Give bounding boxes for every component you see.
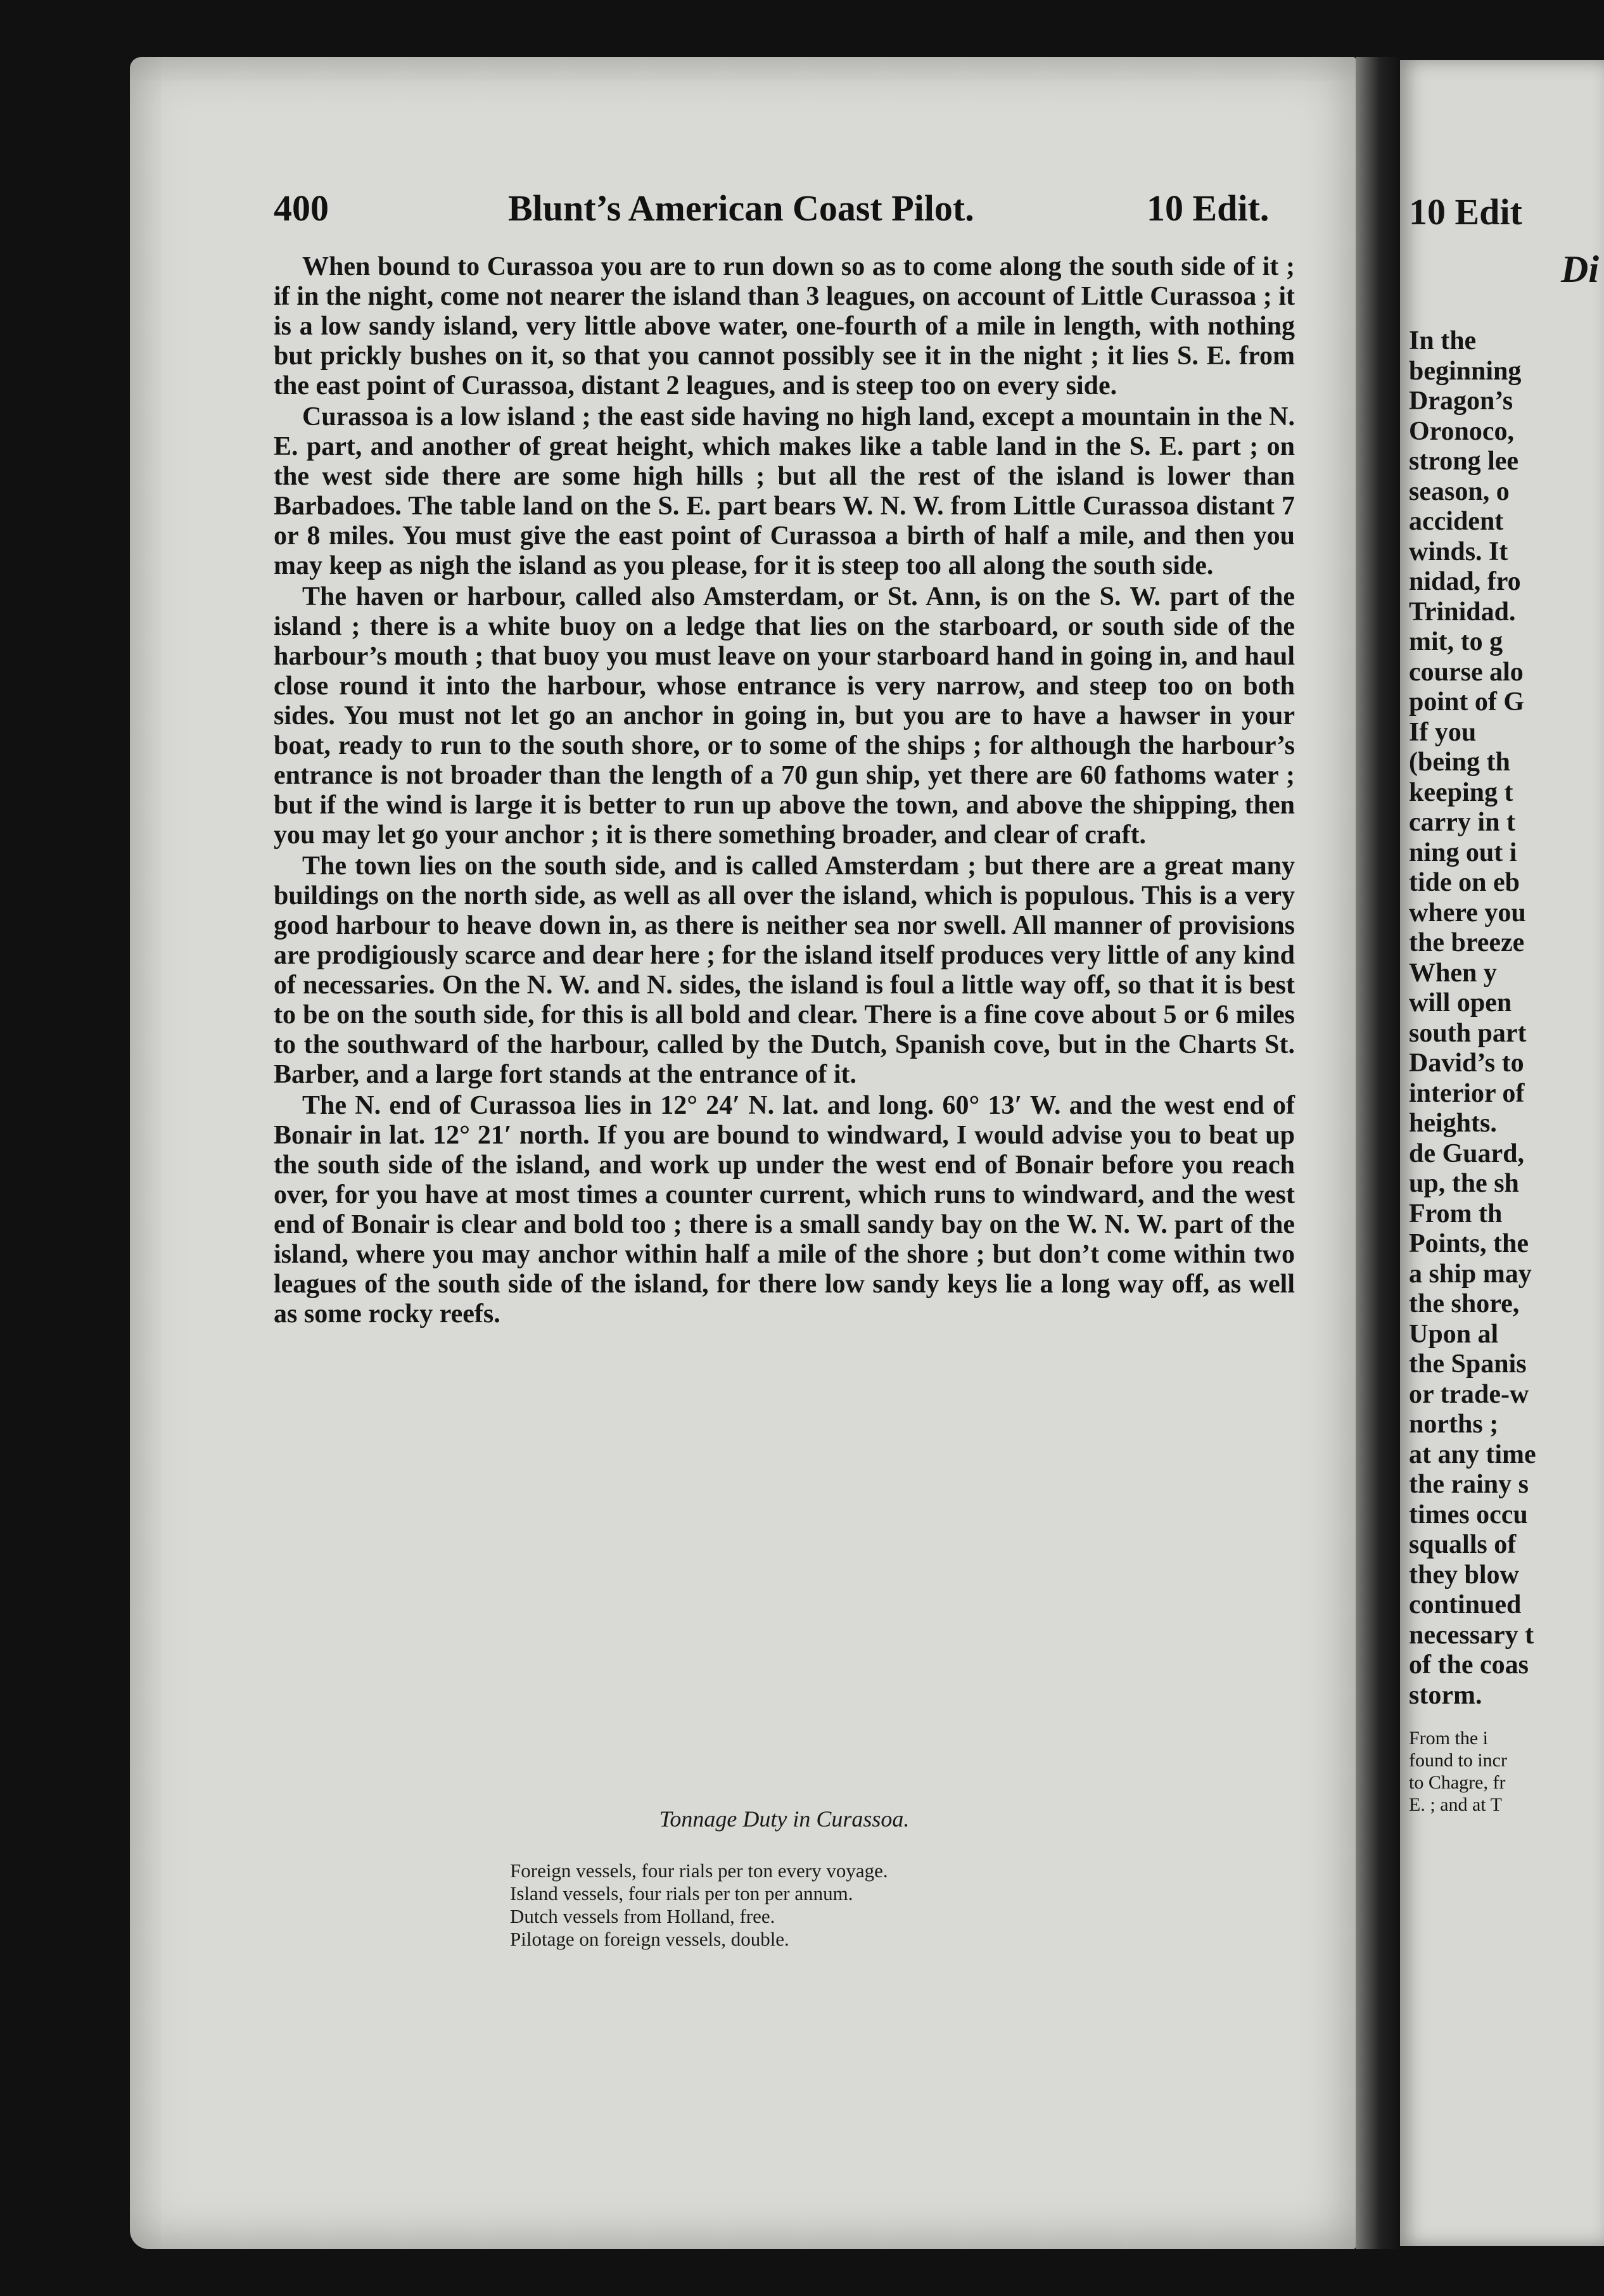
tonnage-item: Foreign vessels, four rials per ton every voyage.	[510, 1859, 888, 1882]
text-line: In the	[1409, 326, 1477, 355]
text-line: the rainy s	[1409, 1470, 1529, 1499]
text-line: at any time	[1409, 1439, 1536, 1469]
text-line: (being th	[1409, 748, 1510, 777]
edition-label: 10 Edit.	[1147, 188, 1270, 229]
right-page-text	[1409, 187, 1604, 1816]
text-line: the breeze	[1409, 928, 1525, 957]
text-line: a ship may	[1409, 1259, 1532, 1289]
text-line: Upon al	[1409, 1319, 1499, 1349]
text-line: the Spanis	[1409, 1349, 1527, 1379]
footnote-line: to Chagre, fr	[1409, 1772, 1506, 1793]
text-line: interior of	[1409, 1078, 1525, 1108]
footnote-line: From the i	[1409, 1728, 1488, 1749]
text-line: they blow	[1409, 1560, 1519, 1590]
paragraph: Curassoa is a low island ; the east side having no high land, except a mountain in the N. E. part, and another of great height, which makes like a table land in the S. E. part ; on the west side there are some high hills ; but all the rest of the island is lower than Barbadoes. The table land on the S. E. part bears W. N. W. from Little Curassoa distant 7 or 8 miles. You must give the east point of Curassoa a birth of half a mile, and then you may keep as nigh the island as you please, for it is steep too all along the south side.	[274, 402, 1295, 580]
text-line: strong lee	[1409, 447, 1519, 476]
paragraph: The town lies on the south side, and is called Amsterdam ; but there are a great many buildings on the north side, as well as all over the island, which is populous. This is a very good harbour to heave down in, as there is neither sea nor swell. All manner of provisions are prodigiously scarce and dear here ; for the island itself produces very little of any kind of necessaries. On the N. W. and N. sides, the island is foul a little way off, so that it is best to be on the south side, for this is all bold and clear. There is a fine cove about 5 or 6 miles to the southward of the harbour, called by the Dutch, Spanish cove, but in the Charts St. Barber, and a large fort stands at the entrance of it.	[274, 851, 1295, 1089]
footnote-line: found to incr	[1409, 1750, 1507, 1771]
text-line: Dragon’s	[1409, 386, 1513, 416]
tonnage-item: Pilotage on foreign vessels, double.	[510, 1928, 789, 1950]
text-line: accident	[1409, 507, 1504, 536]
tonnage-heading: Tonnage Duty in Curassoa.	[659, 1806, 910, 1832]
page-number: 400	[274, 188, 329, 229]
text-line: keeping t	[1409, 777, 1513, 807]
text-line: squalls of	[1409, 1530, 1517, 1559]
text-line: mit, to g	[1409, 627, 1503, 656]
text-line: or trade-w	[1409, 1379, 1529, 1409]
right-page-subheading: Di	[1561, 248, 1599, 290]
text-line: nidad, fro	[1409, 567, 1521, 596]
text-line: of the coas	[1409, 1650, 1529, 1680]
text-line: Trinidad.	[1409, 597, 1516, 627]
footnote-line: E. ; and at T	[1409, 1794, 1502, 1815]
text-line: de Guard,	[1409, 1138, 1525, 1168]
text-line: When y	[1409, 958, 1497, 988]
text-line: Points, the	[1409, 1229, 1529, 1258]
text-line: the shore,	[1409, 1289, 1520, 1318]
text-line: point of G	[1409, 687, 1525, 717]
text-line: continued	[1409, 1590, 1522, 1619]
text-line: times occu	[1409, 1500, 1528, 1529]
text-line: storm.	[1409, 1680, 1482, 1710]
text-line: south part	[1409, 1018, 1527, 1048]
text-line: If you	[1409, 717, 1477, 747]
page-header	[274, 187, 1281, 241]
tonnage-item: Island vessels, four rials per ton per annum.	[510, 1882, 853, 1904]
paragraph: When bound to Curassoa you are to run down so as to come along the south side of it ; if in the night, come not nearer the island than 3 leagues, on account of Little Curassoa ; it is a low sandy island, very little above water, one-fourth of a mile in length, with nothing but prickly bushes on it, so that you cannot possibly see it in the night ; it lies S. E. from the east point of Curassoa, distant 2 leagues, and is steep too on every side.	[274, 252, 1295, 400]
text-line: necessary t	[1409, 1620, 1534, 1650]
text-line: season, o	[1409, 476, 1510, 506]
paragraph: The N. end of Curassoa lies in 12° 24′ N. lat. and long. 60° 13′ W. and the west end of Bonair in lat. 12° 21′ north. If you are bound to windward, I would advise you to beat up the south side of the island, and work up under the west end of Bonair before you reach over, for you have at most times a counter current, which runs to windward, and the west end of Bonair is clear and bold too ; there is a small sandy bay on the W. N. W. part of the island, where you may anchor within half a mile of the shore ; but don’t come within two leagues of the south side of the island, for there low sandy keys lie a long way off, as well as some rocky reefs.	[274, 1091, 1295, 1329]
text-line: course alo	[1409, 657, 1524, 687]
right-page-footnote	[1409, 1727, 1604, 1816]
text-line: David’s to	[1409, 1049, 1524, 1078]
tonnage-item: Dutch vessels from Holland, free.	[510, 1905, 775, 1927]
body-text	[274, 252, 1295, 1329]
running-title: Blunt’s American Coast Pilot.	[508, 188, 974, 229]
right-page-fragment	[1400, 60, 1604, 2246]
text-line: beginning	[1409, 356, 1522, 386]
right-page-lines	[1409, 326, 1604, 1711]
text-line: norths ;	[1409, 1410, 1499, 1439]
text-line: winds. It	[1409, 537, 1508, 566]
text-line: Oronoco,	[1409, 416, 1515, 446]
paragraph: The haven or harbour, called also Amsterdam, or St. Ann, is on the S. W. part of the island ; there is a white buoy on a ledge that lies on the starboard, or south side of the harbour’s mouth ; that buoy you must leave on your starboard hand in going in, and haul close round it into the harbour, whose entrance is very narrow, and steep too on both sides. You must not let go an anchor in going in, but you are to have a hawser in your boat, ready to run to the south shore, or to some of the ships ; for although the harbour’s entrance is not broader than the length of a 70 gun ship, yet there are 60 fathoms water ; but if the wind is large it is better to run up above the town, and above the shipping, then you may let go your anchor ; it is there something broader, and clear of craft.	[274, 582, 1295, 850]
text-line: carry in t	[1409, 808, 1515, 837]
text-line: will open	[1409, 988, 1512, 1017]
tonnage-list	[510, 1859, 1143, 1951]
text-line: where you	[1409, 898, 1526, 928]
book-gutter	[1356, 57, 1400, 2249]
text-line: heights.	[1409, 1109, 1497, 1138]
text-line: tide on eb	[1409, 868, 1520, 897]
text-line: up, the sh	[1409, 1169, 1519, 1198]
text-line: ning out i	[1409, 838, 1517, 867]
right-page-header: 10 Edit	[1409, 191, 1522, 233]
text-line: From th	[1409, 1199, 1503, 1228]
